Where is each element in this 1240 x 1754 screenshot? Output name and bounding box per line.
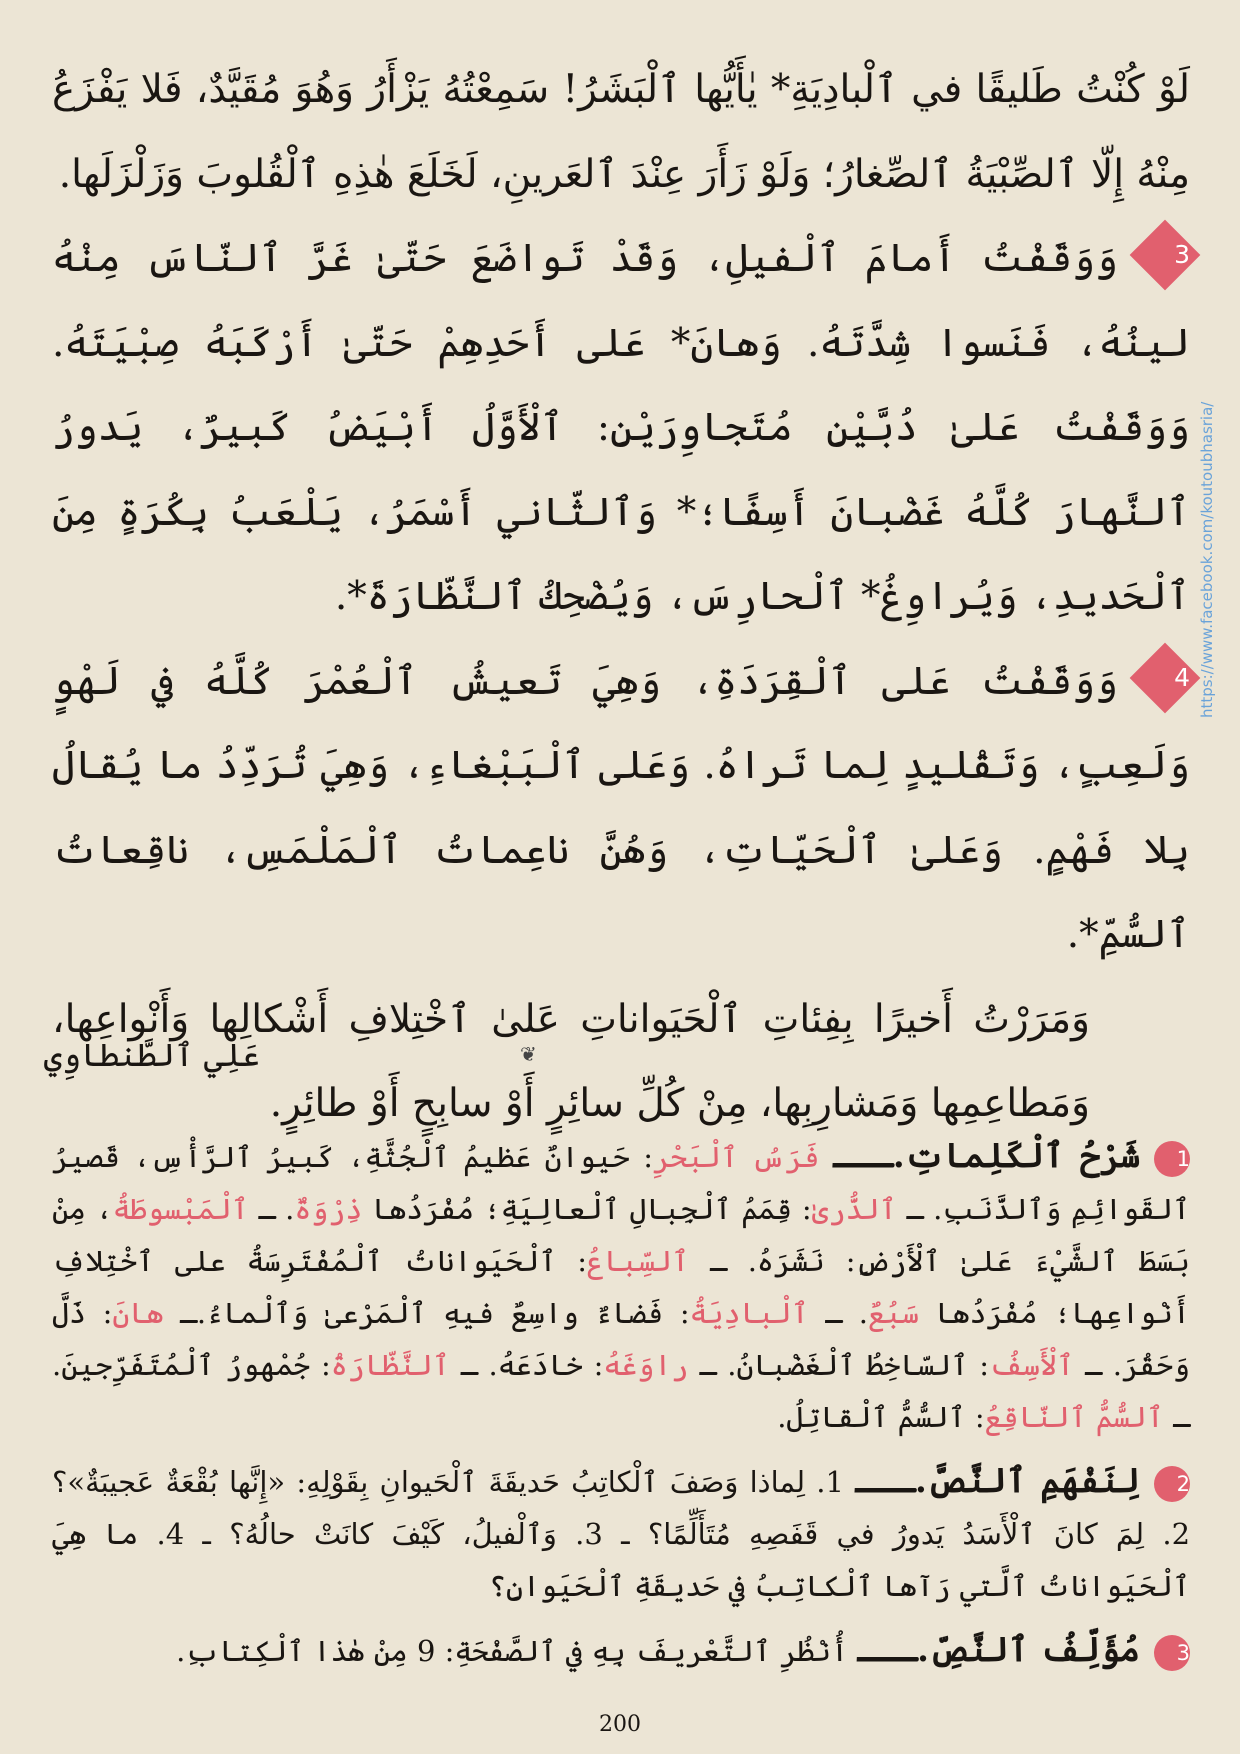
vocab-term: سَبُعٌ [867,1296,919,1330]
study-notes [52,1130,1190,1689]
vocab-definition: . ـ [248,1192,295,1226]
vocab-definition: : فَضاءٌ واسِعٌ فيهِ ٱلْمَرْعىٰ وَٱلْماءُ.ـ [163,1296,690,1330]
vocab-definition: : ٱلسّاخِطُ ٱلْغَضْبانُ. ـ [688,1348,989,1382]
paragraph-2-continued: لَوْ كُنْتُ طَليقًا في ٱلْبادِيَةِ* يٰأَيُّها ٱلْبَشَرُ! سَمِعْتُهُ يَزْأَرُ وَهُوَ مُقَيَّدٌ، فَلا يَفْزَعُ مِنْهُ إِلّا ٱلصِّبْيَةُ ٱلصِّغارُ؛ وَلَوْ زَأَرَ عِنْدَ ٱلعَرينِ، لَخَلَعَ هٰذِهِ ٱلْقُلوبَ وَزَلْزَلَها. [52,67,1190,197]
author-name: عَلِي ٱلطَّنطاوِي [43,1036,260,1074]
note-number: 1 [1154,1141,1190,1177]
vocab-term: راوَغَهُ [603,1348,689,1382]
vocab-definition: : ٱلسُّمُّ ٱلْقاتِلُ. [777,1400,985,1434]
vocab-definition: . ـ [808,1296,868,1330]
note-number: 2 [1154,1466,1190,1502]
vocab-term: ٱلذُّرىٰ [811,1192,897,1226]
vocab-term: ٱلْبادِيَةُ [689,1296,809,1330]
paragraph-5: وَمَرَرْتُ أَخيرًا بِفِئاتِ ٱلْحَيَواناتِ عَلىٰ ٱخْتِلافِ أَشْكالِها وَأَنْواعِها، وَمَطاعِمِها وَمَشارِبِها، مِنْ كُلِّ سائِرٍ أَوْ سابِحٍ أَوْ طائِرٍ. [52,996,1090,1126]
paragraph-4: 4 وَوَقَفْتُ عَلى ٱلْقِرَدَةِ، وَهِيَ تَعيشُ ٱلْعُمْرَ كُلَّهُ في لَهْوٍ وَلَعِبٍ، وَتَقْليدٍ لِما تَراهُ. وَعَلى ٱلْبَبْغاءِ، وَهِيَ تُرَدِّدُ ما يُقالُ بِلا فَهْمٍ. وَعَلىٰ ٱلْحَيّاتِ، وَهُنَّ ناعِماتُ ٱلْمَلْمَسِ، ناقِعاتُ ٱلسُّمِّ*. [52,640,1190,978]
vocab-definition: : قِمَمُ ٱلْجِبالِ ٱلْعالِيَةِ؛ مُفْرَدُها [362,1192,812,1226]
page-number: 200 [599,1712,641,1737]
vocab-term: ذِرْوَةٌ [294,1192,363,1226]
ornament-icon: ❦ [520,1042,537,1066]
note-heading: شَرْحُ ٱلْكَلِماتِ.ـــ [833,1136,1140,1176]
vocab-definition: : ٱلْحَيَواناتُ ٱلْمُفْتَرِسَةُ على ٱخْتِلافِ أَنْواعِها؛ مُفْرَدُها [52,1244,1190,1330]
note-heading: لِنَفْهَمِ ٱلنَّصَّ.ـــ [855,1461,1140,1501]
vocab-term: ٱلنَّظّارَةُ [330,1348,450,1382]
note-heading: مُؤَلِّفُ ٱلنَّصِّ.ـــ [857,1630,1140,1670]
paragraph-number-badge: 4 [1130,642,1201,713]
paragraph-3: 3 وَوَقَفْتُ أَمامَ ٱلْفيلِ، وَقَدْ تَواضَعَ حَتّىٰ غَرَّ ٱلنّاسَ مِنْهُ لينُهُ، فَنَسوا شِدَّتَهُ. وَهانَ* عَلى أَحَدِهِمْ حَتّىٰ أَرْكَبَهُ صِبْيَتَهُ. وَوَقَفْتُ عَلىٰ دُبَّيْنِ مُتَجاوِرَيْنِ: ٱلْأَوَّلُ أَبْيَضُ كَبيرٌ، يَدورُ ٱلنَّهارَ كُلَّهُ غَضْبانَ أَسِفًا؛* وَٱلثّاني أَسْمَرُ، يَلْعَبُ بِكُرَةٍ مِنَ ٱلْحَديدِ، وَيُراوِغُ* ٱلْحارِسَ، وَيُضْحِكُ ٱلنَّظّارَةَ*. [52,217,1190,640]
vocab-term: ٱلْمَبْسوطَةُ [112,1192,249,1226]
vocab-term: هانَ [112,1296,164,1330]
vocab-term: ٱلسِّباعُ [587,1244,689,1278]
note-number: 3 [1154,1635,1190,1671]
vocab-definition: : ذَلَّ وَحَقُرَ. ـ [52,1296,1190,1382]
author-reference: أُنْظُرِ ٱلتَّعْريفَ بِهِ في ٱلصَّفْحَةِ: 9 مِنْ هٰذا ٱلْكِتابِ. [176,1634,849,1668]
vocab-term: ٱلْأَسِفُ [988,1348,1074,1382]
comprehension-questions: 1. لِماذا وَصَفَ ٱلْكاتِبُ حَديقَةَ ٱلْحَيوانِ بِقَوْلِهِ: «إِنَّها بُقْعَةٌ عَجيبَةٌ»؟ 2. لِمَ كانَ ٱلْأَسَدُ يَدورُ في قَفَصِهِ مُتَأَلِّمًا؟ ـ 3. وَٱلْفيلُ، كَيْفَ كانَتْ حالُهُ؟ ـ 4. ما هِيَ ٱلْحَيَواناتُ ٱلَّتي رَآها ٱلْكاتِبُ في حَديقَةِ ٱلْحَيَوانِ؟ [52,1465,1191,1603]
vocab-definition: : حَيوانٌ عَظيمُ ٱلْجُثَّةِ، كَبيرُ ٱلرَّأْسِ، قَصيرُ ٱلقَوائِمِ وَٱلذَّنَبِ. ـ [52,1140,1190,1226]
story-text [52,48,1190,1147]
vocab-term: ٱلسُّمُّ ٱلنّاقِعُ [984,1400,1164,1434]
vocab-definition: : جُمْهورُ ٱلْمُتَفَرِّجينَ. ـ [52,1348,1190,1434]
vocab-definition: : خادَعَهُ. ـ [449,1348,604,1382]
note-author [52,1624,1190,1677]
vocab-definition: ، مِنْ بَسَطَ ٱلشَّيْءَ عَلىٰ ٱلْأَرْضِ: نَشَرَهُ. ـ [52,1192,1190,1278]
watermark-link: https://www.facebook.com/koutoubhasria/ [1198,401,1216,719]
note-comprehension [52,1455,1190,1612]
paragraph-number-badge: 3 [1130,220,1201,291]
vocab-term: فَرَسُ ٱلْبَحْرِ [652,1140,820,1174]
note-vocabulary [52,1130,1190,1443]
